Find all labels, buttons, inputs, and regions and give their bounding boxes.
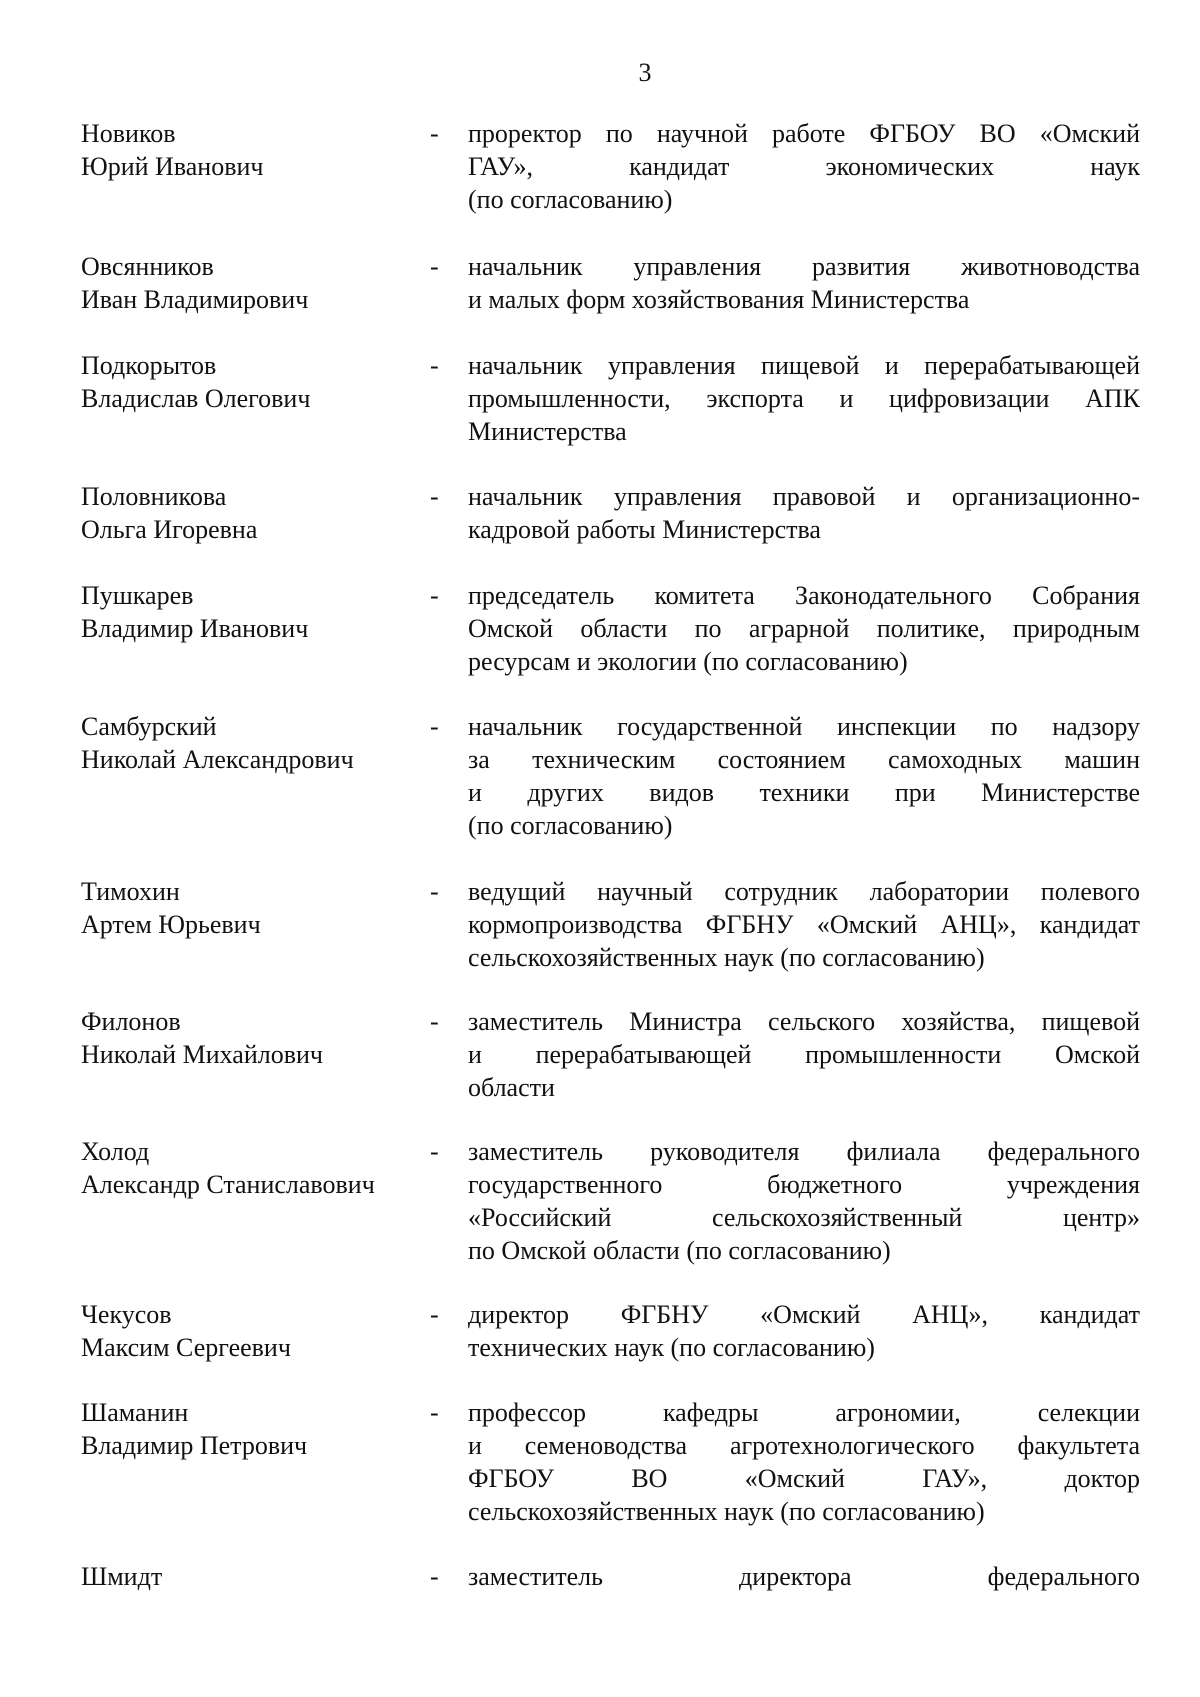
member-name bbox=[81, 1005, 421, 1071]
position-line: технических наук (по согласованию) bbox=[468, 1333, 875, 1362]
member-position bbox=[468, 1005, 1140, 1104]
position-line: заместитель руководителя филиала федерального bbox=[468, 1137, 1140, 1166]
separator-dash: - bbox=[430, 581, 439, 610]
member-position bbox=[468, 250, 1140, 316]
position-line: ресурсам и экологии (по согласованию) bbox=[468, 647, 908, 676]
position-line: кадровой работы Министерства bbox=[468, 515, 821, 544]
position-line: сельскохозяйственных наук (по согласованию) bbox=[468, 943, 985, 972]
member-surname: Самбурский bbox=[81, 712, 217, 741]
position-line: проректор по научной работе ФГБОУ ВО «Омский bbox=[468, 119, 1140, 148]
member-name bbox=[81, 1298, 421, 1364]
member-name bbox=[81, 875, 421, 941]
position-line: области bbox=[468, 1073, 555, 1102]
position-line: заместитель директора федерального bbox=[468, 1562, 1140, 1591]
separator-dash: - bbox=[430, 351, 439, 380]
member-given-names: Николай Михайлович bbox=[81, 1040, 323, 1069]
member-given-names: Артем Юрьевич bbox=[81, 910, 261, 939]
member-given-names: Ольга Игоревна bbox=[81, 515, 258, 544]
position-line: государственного бюджетного учреждения bbox=[468, 1170, 1140, 1199]
member-position bbox=[468, 579, 1140, 678]
position-line: профессор кафедры агрономии, селекции bbox=[468, 1398, 1140, 1427]
member-given-names: Максим Сергеевич bbox=[81, 1333, 291, 1362]
member-surname: Шаманин bbox=[81, 1398, 189, 1427]
member-position bbox=[468, 710, 1140, 842]
member-surname: Половникова bbox=[81, 482, 227, 511]
member-name bbox=[81, 480, 421, 546]
member-given-names: Александр Станиславович bbox=[81, 1170, 375, 1199]
member-given-names: Иван Владимирович bbox=[81, 285, 309, 314]
position-line: и малых форм хозяйствования Министерства bbox=[468, 285, 970, 314]
member-name bbox=[81, 117, 421, 183]
position-line: ведущий научный сотрудник лаборатории полевого bbox=[468, 877, 1140, 906]
member-position bbox=[468, 349, 1140, 448]
member-given-names: Владислав Олегович bbox=[81, 384, 311, 413]
member-name bbox=[81, 349, 421, 415]
position-line: заместитель Министра сельского хозяйства, пищевой bbox=[468, 1007, 1140, 1036]
position-line: ФГБОУ ВО «Омский ГАУ», доктор bbox=[468, 1464, 1140, 1493]
member-position bbox=[468, 1396, 1140, 1528]
position-line: начальник государственной инспекции по надзору bbox=[468, 712, 1140, 741]
position-line: «Российский сельскохозяйственный центр» bbox=[468, 1203, 1140, 1232]
member-surname: Пушкарев bbox=[81, 581, 194, 610]
member-given-names: Николай Александрович bbox=[81, 745, 354, 774]
separator-dash: - bbox=[430, 1398, 439, 1427]
position-line: кормопроизводства ФГБНУ «Омский АНЦ», кандидат bbox=[468, 910, 1140, 939]
separator-dash: - bbox=[430, 1300, 439, 1329]
position-line: ГАУ», кандидат экономических наук bbox=[468, 152, 1140, 181]
position-line: Министерства bbox=[468, 417, 627, 446]
member-given-names: Юрий Иванович bbox=[81, 152, 264, 181]
separator-dash: - bbox=[430, 1137, 439, 1166]
member-position bbox=[468, 1298, 1140, 1364]
position-line: промышленности, экспорта и цифровизации АПК bbox=[468, 384, 1140, 413]
position-line: и других видов техники при Министерстве bbox=[468, 778, 1140, 807]
position-line: сельскохозяйственных наук (по согласованию) bbox=[468, 1497, 985, 1526]
member-name bbox=[81, 1396, 421, 1462]
member-surname: Овсянников bbox=[81, 252, 214, 281]
position-line: директор ФГБНУ «Омский АНЦ», кандидат bbox=[468, 1300, 1140, 1329]
member-name bbox=[81, 250, 421, 316]
separator-dash: - bbox=[430, 1562, 439, 1591]
position-line: начальник управления развития животноводства bbox=[468, 252, 1140, 281]
separator-dash: - bbox=[430, 482, 439, 511]
member-surname: Новиков bbox=[81, 119, 176, 148]
member-position bbox=[468, 1560, 1140, 1593]
page-number: 3 bbox=[638, 58, 652, 87]
member-name bbox=[81, 1135, 421, 1201]
member-surname: Филонов bbox=[81, 1007, 181, 1036]
separator-dash: - bbox=[430, 252, 439, 281]
position-line: начальник управления правовой и организационно- bbox=[468, 482, 1140, 511]
member-position bbox=[468, 480, 1140, 546]
member-surname: Чекусов bbox=[81, 1300, 172, 1329]
member-surname: Подкорытов bbox=[81, 351, 217, 380]
member-name bbox=[81, 579, 421, 645]
member-surname: Холод bbox=[81, 1137, 150, 1166]
position-line: по Омской области (по согласованию) bbox=[468, 1236, 891, 1265]
member-position bbox=[468, 875, 1140, 974]
member-name bbox=[81, 710, 421, 776]
position-line: за техническим состоянием самоходных машин bbox=[468, 745, 1140, 774]
member-position bbox=[468, 1135, 1140, 1267]
position-line: председатель комитета Законодательного Собрания bbox=[468, 581, 1140, 610]
member-given-names: Владимир Петрович bbox=[81, 1431, 308, 1460]
member-position bbox=[468, 117, 1140, 216]
position-line: (по согласованию) bbox=[468, 185, 673, 214]
separator-dash: - bbox=[430, 877, 439, 906]
separator-dash: - bbox=[430, 1007, 439, 1036]
position-line: и семеноводства агротехнологического факультета bbox=[468, 1431, 1140, 1460]
position-line: Омской области по аграрной политике, природным bbox=[468, 614, 1140, 643]
member-name bbox=[81, 1560, 421, 1593]
member-given-names: Владимир Иванович bbox=[81, 614, 309, 643]
position-line: (по согласованию) bbox=[468, 811, 673, 840]
separator-dash: - bbox=[430, 119, 439, 148]
member-surname: Шмидт bbox=[81, 1562, 163, 1591]
member-surname: Тимохин bbox=[81, 877, 180, 906]
separator-dash: - bbox=[430, 712, 439, 741]
position-line: начальник управления пищевой и перерабатывающей bbox=[468, 351, 1140, 380]
position-line: и перерабатывающей промышленности Омской bbox=[468, 1040, 1140, 1069]
